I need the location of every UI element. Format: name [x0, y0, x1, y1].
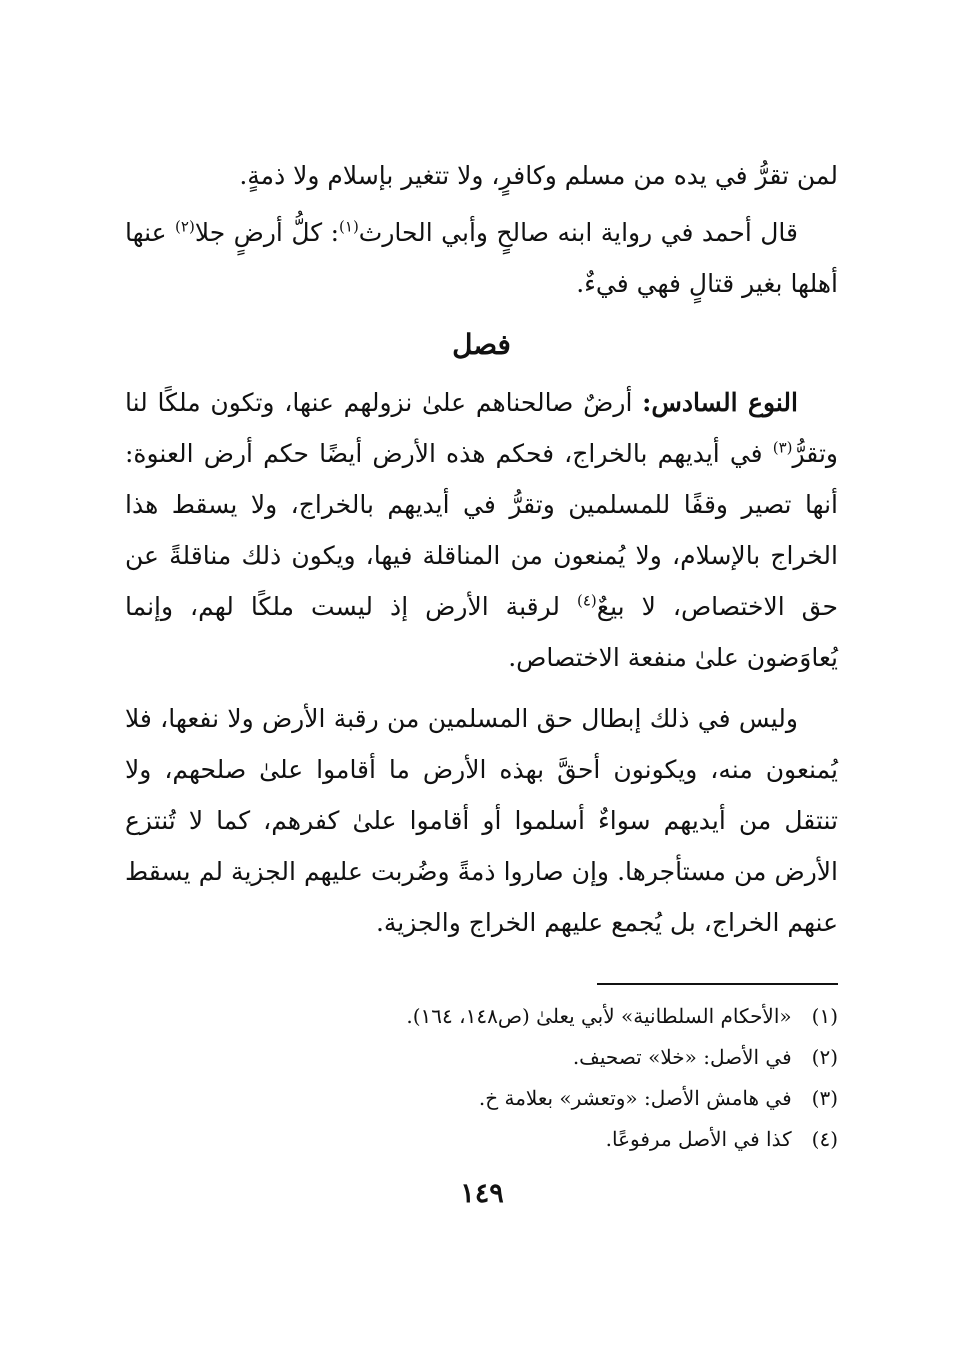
footnote-item [125, 996, 838, 1037]
main-text [125, 150, 838, 948]
paragraph-2-text-a: قال أحمد في رواية ابنه صالحٍ وأبي الحارث [358, 218, 798, 247]
paragraph-2-text-b: : كلُّ أرضٍ جلا [194, 218, 340, 247]
paragraph-3-text-a: أرضٌ صالحناهم علىٰ نزولهم عنها، وتكون ملكًا لنا وتقرُّ [125, 388, 838, 468]
paragraph-1: لمن تقرُّ في يده من مسلم وكافرٍ، ولا تتغير بإسلام ولا ذمةٍ. [239, 161, 838, 190]
paragraph-3 [125, 377, 838, 683]
footnote-ref-4: (٤) [577, 591, 597, 610]
footnote-number: (٤) [811, 1127, 838, 1151]
footnote-text: في هامش الأصل: «وتعشر» بعلامة خ. [478, 1086, 792, 1110]
footnote-ref-1: (١) [339, 217, 359, 236]
footnote-number: (٣) [811, 1086, 838, 1110]
footnote-number: (٢) [811, 1045, 838, 1069]
footnote-text: «الأحكام السلطانية» لأبي يعلىٰ (ص١٤٨، ١٦٤). [406, 1004, 792, 1028]
page-number: ١٤٩ [460, 1178, 504, 1209]
footnote-ref-2: (٢) [175, 217, 195, 236]
footnote-item [125, 1119, 838, 1160]
footnote-number: (١) [811, 1004, 838, 1028]
footnote-item [125, 1037, 838, 1078]
section-heading: فصل [452, 328, 511, 361]
footnote-separator [597, 983, 838, 985]
footnote-text: كذا في الأصل مرفوعًا. [605, 1127, 792, 1151]
footnote-ref-3: (٣) [772, 438, 793, 457]
paragraph-4: وليس في ذلك إبطال حق المسلمين من رقبة الأرض ولا نفعها، فلا يُمنعون منه، ويكونون أحقَّ بهذه الأرض ما أقاموا علىٰ صلحهم، ولا تنتقل من أيديهم سواءٌ أسلموا أو أقاموا علىٰ كفرهم، كما لا تُنتزع الأرض من مستأجرها. وإن صاروا ذمةً وضُربت عليهم الجزية لم يسقط عنهم الخراج، بل يُجمع عليهم الخراج والجزية. [125, 704, 838, 937]
footnote-item [125, 1078, 838, 1119]
footnote-text: في الأصل: «خلا» تصحيف. [572, 1045, 792, 1069]
footnotes-list [125, 996, 838, 1160]
paragraph-2-text-c: عنها أهلها بغير قتالٍ فهي فيءٌ. [125, 218, 838, 298]
paragraph-2 [125, 207, 838, 309]
paragraph-3-text-c: لرقبة الأرض إذ ليست ملكًا لهم، وإنما يُعاوَضون علىٰ منفعة الاختصاص. [125, 592, 838, 672]
paragraph-3-text-b: في أيديهم بالخراج، فحكم هذه الأرض أيضًا حكم أرض العنوة: أنها تصير وقفًا للمسلمين وتقرُّ في أيديهم بالخراج، ولا يسقط هذا الخراج بالإسلام، ولا يُمنعون من المناقلة فيها، ويكون ذلك مناقلةً عن حق الاختصاص، لا بيعٌ [125, 439, 838, 621]
paragraph-3-lead: النوع السادس: [642, 388, 798, 417]
